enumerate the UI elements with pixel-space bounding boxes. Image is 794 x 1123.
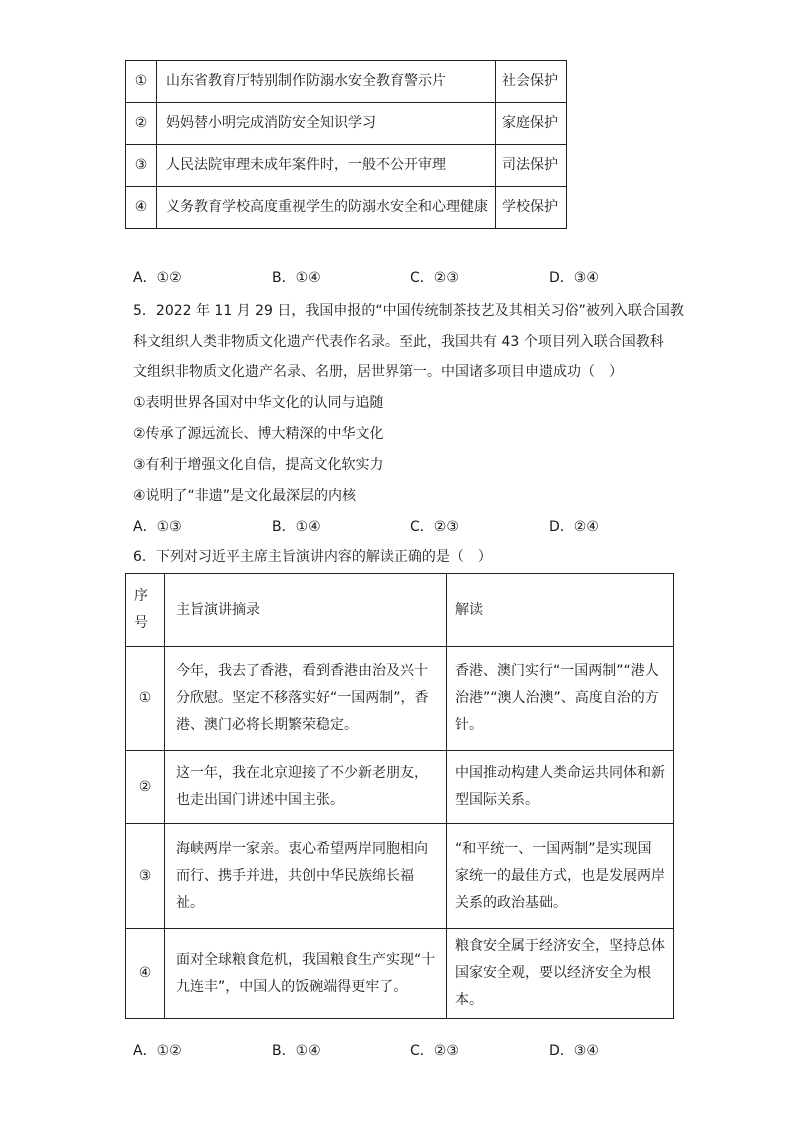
row-number: ①	[126, 61, 157, 103]
option-b[interactable]: B．①④	[272, 270, 321, 286]
q5-stem-line-2: 科文组织人类非物质文化遗产代表作名录。至此，我国共有 43 个项目列入联合国教科	[133, 334, 664, 350]
q5-statement-2: ②传承了源远流长、博大精深的中华文化	[133, 426, 384, 442]
table-row	[126, 647, 674, 751]
table-header-row	[126, 574, 674, 647]
option-b[interactable]: B．①④	[272, 519, 321, 535]
row-content: 山东省教育厅特别制作防溺水安全教育警示片	[157, 61, 496, 103]
table-row	[126, 187, 567, 229]
row-content: 妈妈替小明完成消防安全知识学习	[157, 103, 496, 145]
protection-table	[125, 60, 567, 229]
row-number: ②	[126, 103, 157, 145]
row-number: ①	[126, 647, 165, 751]
option-d[interactable]: D．③④	[549, 1043, 599, 1059]
option-b[interactable]: B．①④	[272, 1043, 321, 1059]
row-number: ③	[126, 145, 157, 187]
q5-stem-line-1: 5．2022 年 11 月 29 日，我国申报的“中国传统制茶技艺及其相关习俗”被列入联合国教	[133, 303, 684, 319]
q5-statement-4: ④说明了“非遗”是文化最深层的内核	[133, 488, 357, 504]
row-excerpt: 海峡两岸一家亲。衷心希望两岸同胞相向而行、携手并进，共创中华民族绵长福祉。	[165, 824, 447, 929]
row-interp: 香港、澳门实行“一国两制”“港人治港”“澳人治澳”、高度自治的方针。	[447, 647, 674, 751]
header-interp: 解读	[447, 574, 674, 647]
row-number: ④	[126, 187, 157, 229]
option-d[interactable]: D．②④	[549, 519, 599, 535]
q5-stem-line-3: 文组织非物质文化遗产名录、名册，居世界第一。中国诸多项目申遗成功（ ）	[133, 364, 623, 380]
row-type: 司法保护	[496, 145, 567, 187]
row-interp: 粮食安全属于经济安全，坚持总体国家安全观，要以经济安全为根本。	[447, 929, 674, 1019]
row-type: 学校保护	[496, 187, 567, 229]
table-row	[126, 824, 674, 929]
header-excerpt: 主旨演讲摘录	[165, 574, 447, 647]
row-content: 人民法院审理未成年案件时，一般不公开审理	[157, 145, 496, 187]
row-number: ④	[126, 929, 165, 1019]
row-number: ③	[126, 824, 165, 929]
row-content: 义务教育学校高度重视学生的防溺水安全和心理健康	[157, 187, 496, 229]
row-type: 家庭保护	[496, 103, 567, 145]
header-num: 序 号	[126, 574, 165, 647]
q5-statement-1: ①表明世界各国对中华文化的认同与追随	[133, 395, 384, 411]
row-interp: 中国推动构建人类命运共同体和新型国际关系。	[447, 751, 674, 824]
option-c[interactable]: C．②③	[410, 519, 459, 535]
row-excerpt: 今年，我去了香港，看到香港由治及兴十分欣慰。坚定不移落实好“一国两制”，香港、澳门必将长期繁荣稳定。	[165, 647, 447, 751]
option-a[interactable]: A．①③	[133, 519, 182, 535]
q5-statement-3: ③有利于增强文化自信，提高文化软实力	[133, 457, 384, 473]
row-excerpt: 这一年，我在北京迎接了不少新老朋友，也走出国门讲述中国主张。	[165, 751, 447, 824]
option-a[interactable]: A．①②	[133, 1043, 182, 1059]
row-type: 社会保护	[496, 61, 567, 103]
row-excerpt: 面对全球粮食危机，我国粮食生产实现“十九连丰”，中国人的饭碗端得更牢了。	[165, 929, 447, 1019]
speech-table	[125, 573, 674, 1019]
table-row	[126, 103, 567, 145]
table-row	[126, 61, 567, 103]
table-row	[126, 929, 674, 1019]
table-row	[126, 751, 674, 824]
option-d[interactable]: D．③④	[549, 270, 599, 286]
option-a[interactable]: A．①②	[133, 270, 182, 286]
option-c[interactable]: C．②③	[410, 1043, 459, 1059]
row-number: ②	[126, 751, 165, 824]
table-row	[126, 145, 567, 187]
row-interp: “和平统一、一国两制”是实现国家统一的最佳方式，也是发展两岸关系的政治基础。	[447, 824, 674, 929]
q6-stem: 6．下列对习近平主席主旨演讲内容的解读正确的是（ ）	[133, 549, 492, 565]
option-c[interactable]: C．②③	[410, 270, 459, 286]
